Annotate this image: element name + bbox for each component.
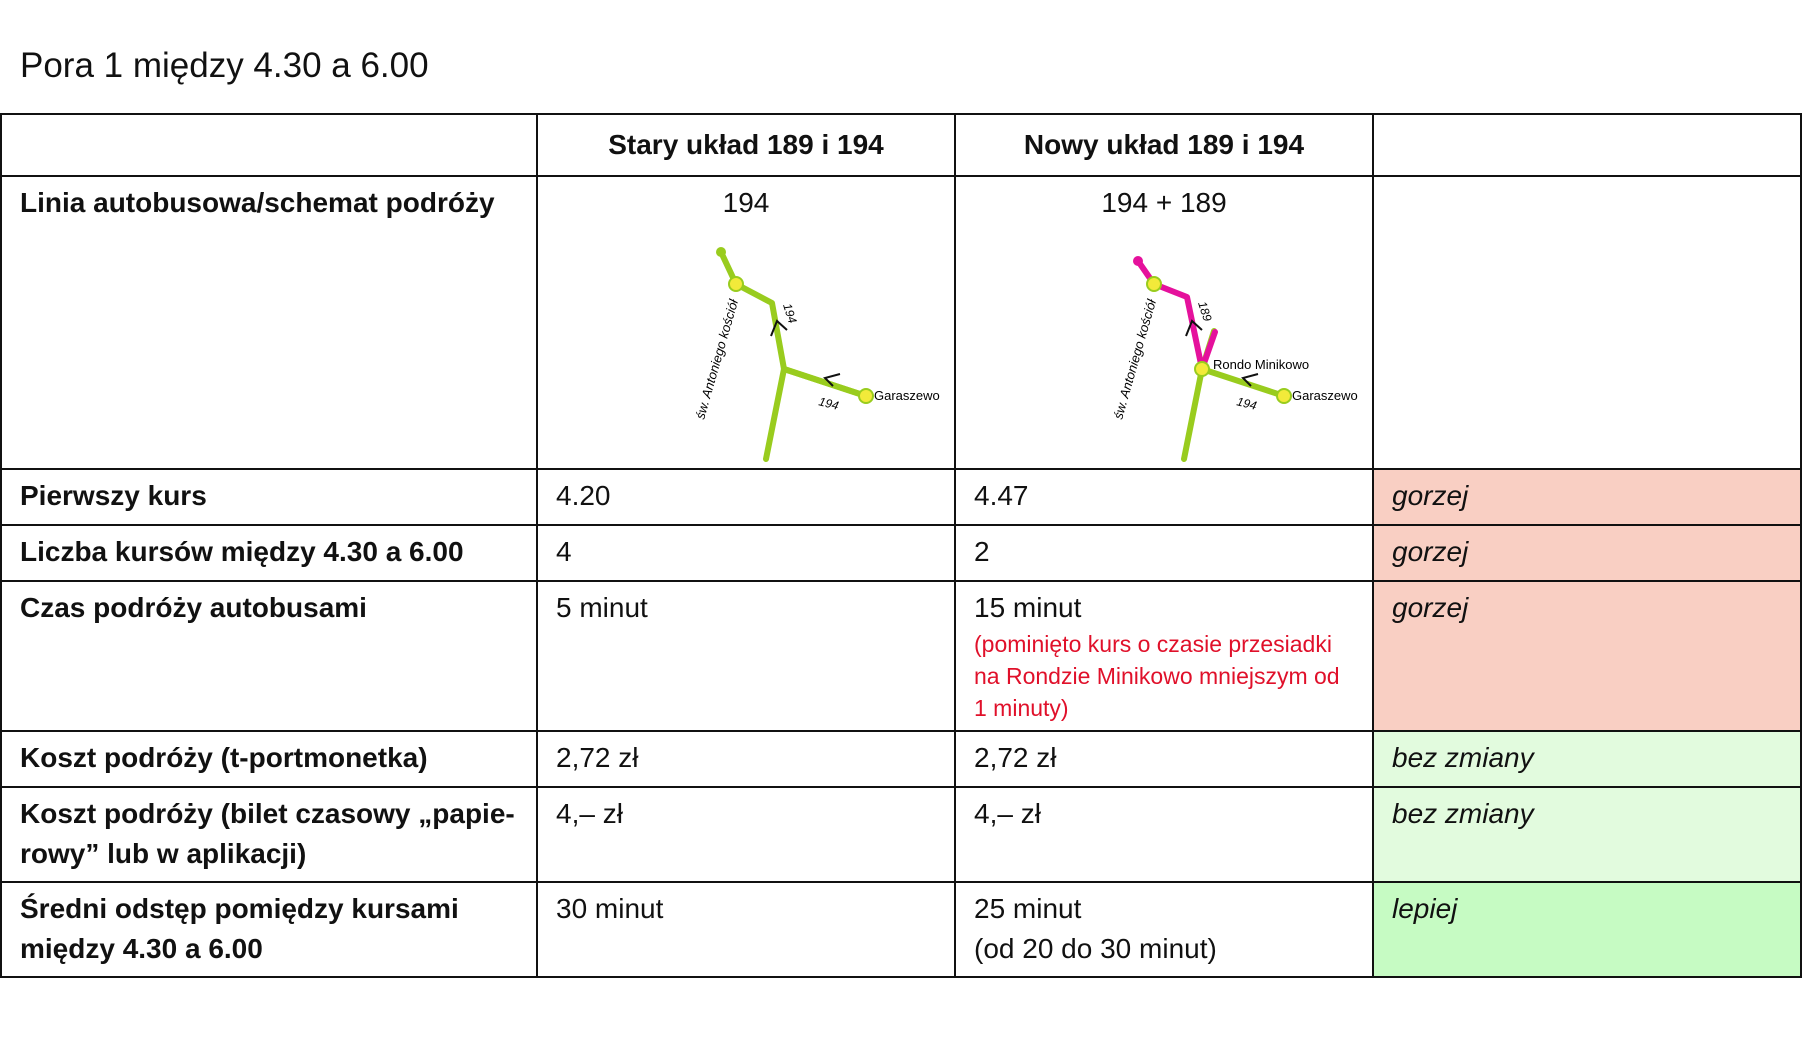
table-row <box>1 469 1801 525</box>
old-route-map <box>596 227 940 462</box>
new-value: 15 minut <box>974 592 1082 623</box>
old-stop-garaszewo <box>859 389 873 403</box>
eval-badge: gorzej <box>1373 469 1801 525</box>
table-header-row <box>1 114 1801 176</box>
row-label: Liczba kursów między 4.30 a 6.00 <box>1 525 537 581</box>
row-label: Pierwszy kurs <box>1 469 537 525</box>
old-value: 30 minut <box>537 882 955 977</box>
new-stop-rondo-minikowo <box>1195 362 1209 376</box>
new-map-cell <box>955 176 1373 469</box>
old-value: 4 <box>537 525 955 581</box>
old-value: 4,– zł <box>537 787 955 882</box>
new-value: 4,– zł <box>955 787 1373 882</box>
new-value: 4.47 <box>955 469 1373 525</box>
row-label: Średni odstęp pomiędzy kursami między 4.30 a 6.00 <box>1 882 537 977</box>
old-value: 4.20 <box>537 469 955 525</box>
header-new-layout: Nowy układ 189 i 194 <box>955 114 1373 176</box>
old-value: 2,72 zł <box>537 731 955 787</box>
table-row <box>1 581 1801 731</box>
map-eval-cell <box>1373 176 1801 469</box>
old-route-line-upper <box>721 252 866 396</box>
table-row <box>1 731 1801 787</box>
new-stop-antoniego <box>1147 277 1161 291</box>
old-map-cell <box>537 176 955 469</box>
old-line-label-upper: 194 <box>780 301 800 325</box>
new-value-cell <box>955 882 1373 977</box>
eval-badge: lepiej <box>1373 882 1801 977</box>
old-map-title: 194 <box>722 187 770 218</box>
new-value: 2,72 zł <box>955 731 1373 787</box>
new-stop-label-garaszewo: Garaszewo <box>1292 388 1358 403</box>
eval-badge: bez zmiany <box>1373 787 1801 882</box>
new-route-map <box>1014 227 1358 462</box>
row-label: Koszt podróży (t-portmonetka) <box>1 731 537 787</box>
new-value-cell <box>955 581 1373 731</box>
table-row <box>1 882 1801 977</box>
new-value-note: (pominięto kurs o czasie przesiadki na Rondzie Minikowo mniejszym od 1 minuty) <box>974 631 1340 721</box>
eval-badge: gorzej <box>1373 525 1801 581</box>
page-title: Pora 1 między 4.30 a 6.00 <box>20 46 429 85</box>
new-line-label-lower: 194 <box>1235 394 1259 413</box>
table-row <box>1 787 1801 882</box>
new-line-label-upper: 189 <box>1195 299 1215 323</box>
table-row <box>1 525 1801 581</box>
row-label: Koszt podróży (bilet czasowy „papie-rowy” lub w aplikacji) <box>1 787 537 882</box>
header-empty-cell <box>1 114 537 176</box>
row-label: Linia autobusowa/schemat podróży <box>1 176 537 469</box>
old-route-terminus <box>716 247 726 257</box>
row-label: Czas podróży autobusami <box>1 581 537 731</box>
new-street-label: św. Antoniego kościół <box>1110 297 1160 421</box>
old-stop-label-garaszewo: Garaszewo <box>874 388 940 403</box>
old-stop-antoniego <box>729 277 743 291</box>
old-line-label-lower: 194 <box>817 394 841 413</box>
header-old-layout: Stary układ 189 i 194 <box>537 114 955 176</box>
new-value: 25 minut <box>974 893 1082 924</box>
eval-badge: gorzej <box>1373 581 1801 731</box>
new-map-title: 194 + 189 <box>1101 187 1227 218</box>
new-value-range: (od 20 do 30 minut) <box>974 933 1217 964</box>
new-stop-label-rondo: Rondo Minikowo <box>1213 357 1310 372</box>
comparison-table <box>0 113 1802 978</box>
old-street-label: św. Antoniego kościół <box>692 297 742 421</box>
new-stop-garaszewo <box>1277 389 1291 403</box>
eval-badge: bez zmiany <box>1373 731 1801 787</box>
new-route-line-194 <box>1184 369 1284 459</box>
header-eval-cell <box>1373 114 1801 176</box>
old-value: 5 minut <box>537 581 955 731</box>
new-value: 2 <box>955 525 1373 581</box>
new-route-terminus <box>1133 256 1143 266</box>
table-row-map <box>1 176 1801 469</box>
